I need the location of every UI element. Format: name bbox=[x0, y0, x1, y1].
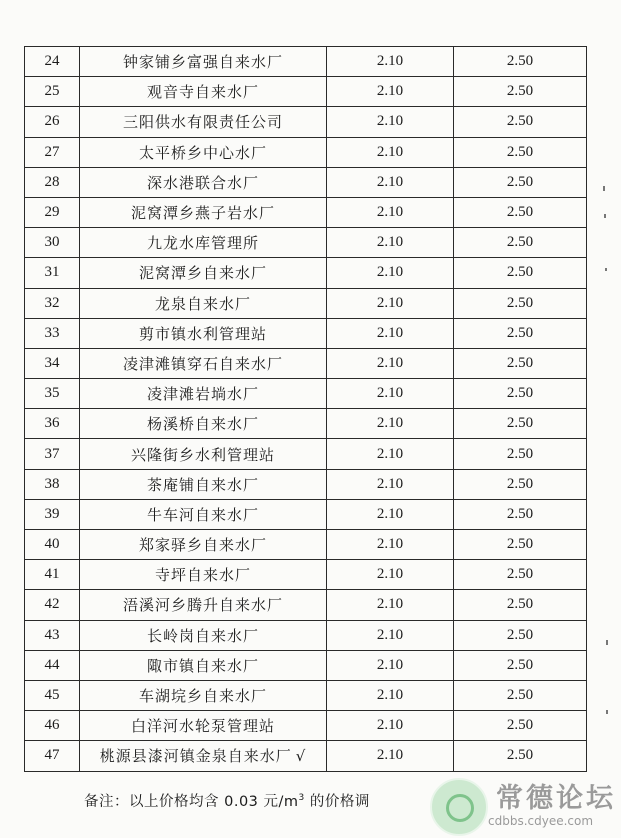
table-row bbox=[25, 469, 587, 499]
new-price-text: 2.50 bbox=[506, 173, 534, 190]
water-plant-name-text: 泥窝潭乡自来水厂 bbox=[138, 264, 267, 283]
row-number bbox=[25, 560, 80, 590]
water-plant-name bbox=[80, 469, 327, 499]
water-plant-name bbox=[80, 650, 327, 680]
water-plant-name-text: 茶庵铺自来水厂 bbox=[146, 475, 259, 494]
water-plant-name-text: 陬市镇自来水厂 bbox=[146, 656, 259, 675]
water-plant-name bbox=[80, 499, 327, 529]
row-number bbox=[25, 590, 80, 620]
old-price bbox=[327, 137, 454, 167]
water-plant-name bbox=[80, 47, 327, 77]
old-price bbox=[327, 288, 454, 318]
old-price bbox=[327, 590, 454, 620]
old-price-text: 2.10 bbox=[376, 53, 404, 70]
new-price bbox=[454, 499, 587, 529]
old-price-text: 2.10 bbox=[376, 445, 404, 462]
water-plant-name-text: 剪市镇水利管理站 bbox=[138, 324, 267, 343]
new-price bbox=[454, 711, 587, 741]
row-number bbox=[25, 47, 80, 77]
table-row bbox=[25, 530, 587, 560]
water-plant-name bbox=[80, 228, 327, 258]
new-price-text: 2.50 bbox=[506, 656, 534, 673]
table-row bbox=[25, 107, 587, 137]
old-price-text: 2.10 bbox=[376, 354, 404, 371]
new-price-text: 2.50 bbox=[506, 626, 534, 643]
table-row bbox=[25, 711, 587, 741]
new-price-text: 2.50 bbox=[506, 415, 534, 432]
water-plant-name bbox=[80, 711, 327, 741]
row-number-text: 25 bbox=[44, 83, 60, 100]
old-price-text: 2.10 bbox=[376, 475, 404, 492]
row-number-text: 47 bbox=[44, 747, 60, 764]
new-price-text: 2.50 bbox=[506, 475, 534, 492]
old-price bbox=[327, 197, 454, 227]
row-number-text: 32 bbox=[44, 294, 60, 311]
water-plant-name bbox=[80, 530, 327, 560]
footnote-text-before: 备注：以上价格均含 0.03 元/m bbox=[84, 794, 299, 810]
water-plant-name bbox=[80, 197, 327, 227]
water-plant-name-text: 浯溪河乡腾升自来水厂 bbox=[122, 596, 283, 615]
row-number-text: 24 bbox=[44, 53, 60, 70]
row-number-text: 39 bbox=[44, 505, 60, 522]
water-plant-name-text: 车湖垸乡自来水厂 bbox=[138, 687, 267, 706]
row-number-text: 46 bbox=[44, 717, 60, 734]
old-price-text: 2.10 bbox=[376, 234, 404, 251]
water-plant-name bbox=[80, 258, 327, 288]
old-price-text: 2.10 bbox=[376, 687, 404, 704]
water-plant-name-text: 泥窝潭乡燕子岩水厂 bbox=[130, 204, 275, 223]
row-number bbox=[25, 318, 80, 348]
row-number-text: 29 bbox=[44, 204, 60, 221]
table-row bbox=[25, 620, 587, 650]
water-plant-name-text: 寺坪自来水厂 bbox=[154, 566, 251, 585]
table-row bbox=[25, 499, 587, 529]
old-price bbox=[327, 711, 454, 741]
new-price bbox=[454, 258, 587, 288]
row-number bbox=[25, 167, 80, 197]
new-price-text: 2.50 bbox=[506, 505, 534, 522]
table-row bbox=[25, 741, 587, 771]
check-mark-icon: √ bbox=[295, 747, 307, 766]
old-price-text: 2.10 bbox=[376, 596, 404, 613]
water-plant-name bbox=[80, 409, 327, 439]
water-plant-name-text: 太平桥乡中心水厂 bbox=[138, 143, 267, 162]
old-price bbox=[327, 258, 454, 288]
old-price-text: 2.10 bbox=[376, 747, 404, 764]
new-price-text: 2.50 bbox=[506, 113, 534, 130]
new-price bbox=[454, 197, 587, 227]
row-number bbox=[25, 499, 80, 529]
row-number bbox=[25, 107, 80, 137]
table-row bbox=[25, 680, 587, 710]
table-row bbox=[25, 288, 587, 318]
old-price-text: 2.10 bbox=[376, 656, 404, 673]
row-number-text: 31 bbox=[44, 264, 60, 281]
scan-speck bbox=[606, 710, 608, 714]
water-plant-name-text: 观音寺自来水厂 bbox=[146, 83, 259, 102]
water-plant-name bbox=[80, 77, 327, 107]
new-price-text: 2.50 bbox=[506, 264, 534, 281]
new-price bbox=[454, 439, 587, 469]
old-price bbox=[327, 741, 454, 771]
scan-speck bbox=[605, 268, 607, 271]
row-number-text: 35 bbox=[44, 385, 60, 402]
new-price bbox=[454, 620, 587, 650]
old-price bbox=[327, 379, 454, 409]
old-price-text: 2.10 bbox=[376, 536, 404, 553]
new-price bbox=[454, 741, 587, 771]
old-price bbox=[327, 167, 454, 197]
row-number-text: 36 bbox=[44, 415, 60, 432]
old-price bbox=[327, 348, 454, 378]
row-number bbox=[25, 288, 80, 318]
new-price-text: 2.50 bbox=[506, 596, 534, 613]
row-number bbox=[25, 197, 80, 227]
row-number-text: 45 bbox=[44, 687, 60, 704]
old-price-text: 2.10 bbox=[376, 505, 404, 522]
new-price-text: 2.50 bbox=[506, 747, 534, 764]
water-plant-name-text: 白洋河水轮泵管理站 bbox=[130, 717, 275, 736]
water-plant-name-text: 凌津滩岩埫水厂 bbox=[146, 385, 259, 404]
old-price-text: 2.10 bbox=[376, 294, 404, 311]
row-number-text: 37 bbox=[44, 445, 60, 462]
table-row bbox=[25, 590, 587, 620]
row-number bbox=[25, 530, 80, 560]
row-number bbox=[25, 680, 80, 710]
table-row bbox=[25, 77, 587, 107]
row-number bbox=[25, 711, 80, 741]
old-price bbox=[327, 77, 454, 107]
old-price-text: 2.10 bbox=[376, 717, 404, 734]
new-price-text: 2.50 bbox=[506, 354, 534, 371]
footnote-text-after: 的价格调 bbox=[304, 794, 370, 810]
water-plant-name bbox=[80, 288, 327, 318]
table-row bbox=[25, 228, 587, 258]
row-number bbox=[25, 228, 80, 258]
water-plant-name-text: 兴隆街乡水利管理站 bbox=[130, 445, 275, 464]
old-price-text: 2.10 bbox=[376, 385, 404, 402]
table-row bbox=[25, 560, 587, 590]
water-plant-name-text: 牛车河自来水厂 bbox=[146, 505, 259, 524]
new-price bbox=[454, 77, 587, 107]
new-price-text: 2.50 bbox=[506, 143, 534, 160]
new-price-text: 2.50 bbox=[506, 83, 534, 100]
row-number bbox=[25, 650, 80, 680]
old-price-text: 2.10 bbox=[376, 264, 404, 281]
new-price bbox=[454, 560, 587, 590]
water-plant-name bbox=[80, 379, 327, 409]
water-plant-name-text: 郑家驿乡自来水厂 bbox=[138, 536, 267, 555]
row-number-text: 30 bbox=[44, 234, 60, 251]
new-price bbox=[454, 107, 587, 137]
old-price bbox=[327, 650, 454, 680]
table-row bbox=[25, 167, 587, 197]
row-number-text: 34 bbox=[44, 354, 60, 371]
row-number bbox=[25, 409, 80, 439]
table-row bbox=[25, 348, 587, 378]
old-price bbox=[327, 228, 454, 258]
new-price-text: 2.50 bbox=[506, 324, 534, 341]
table-row bbox=[25, 379, 587, 409]
old-price-text: 2.10 bbox=[376, 204, 404, 221]
watermark-title: 常德论坛 bbox=[496, 783, 616, 814]
new-price bbox=[454, 348, 587, 378]
row-number bbox=[25, 258, 80, 288]
old-price bbox=[327, 620, 454, 650]
new-price-text: 2.50 bbox=[506, 385, 534, 402]
water-plant-name-text: 桃源县漆河镇金泉自来水厂 bbox=[99, 747, 292, 766]
new-price-text: 2.50 bbox=[506, 717, 534, 734]
row-number-text: 41 bbox=[44, 566, 60, 583]
table-row bbox=[25, 409, 587, 439]
row-number bbox=[25, 77, 80, 107]
scan-speck bbox=[604, 214, 606, 218]
row-number-text: 33 bbox=[44, 324, 60, 341]
new-price bbox=[454, 379, 587, 409]
new-price bbox=[454, 590, 587, 620]
table-row bbox=[25, 258, 587, 288]
row-number-text: 28 bbox=[44, 173, 60, 190]
table-row bbox=[25, 137, 587, 167]
new-price bbox=[454, 530, 587, 560]
old-price bbox=[327, 318, 454, 348]
footnote bbox=[84, 790, 370, 811]
forum-logo-icon bbox=[430, 778, 488, 836]
table-row bbox=[25, 650, 587, 680]
old-price-text: 2.10 bbox=[376, 626, 404, 643]
table-body bbox=[25, 47, 587, 772]
water-price-table bbox=[24, 46, 587, 772]
row-number bbox=[25, 379, 80, 409]
water-plant-name bbox=[80, 318, 327, 348]
water-plant-name-text: 杨溪桥自来水厂 bbox=[146, 415, 259, 434]
water-plant-name bbox=[80, 680, 327, 710]
table-row bbox=[25, 197, 587, 227]
new-price bbox=[454, 228, 587, 258]
new-price bbox=[454, 47, 587, 77]
water-plant-name-text: 九龙水库管理所 bbox=[146, 234, 259, 253]
footnote-superscript: 3 bbox=[298, 793, 305, 804]
new-price-text: 2.50 bbox=[506, 204, 534, 221]
row-number-text: 38 bbox=[44, 475, 60, 492]
old-price bbox=[327, 469, 454, 499]
water-plant-name bbox=[80, 107, 327, 137]
old-price-text: 2.10 bbox=[376, 324, 404, 341]
new-price-text: 2.50 bbox=[506, 234, 534, 251]
new-price bbox=[454, 650, 587, 680]
scan-speck bbox=[606, 640, 608, 645]
old-price bbox=[327, 680, 454, 710]
water-plant-name-text: 长岭岗自来水厂 bbox=[146, 626, 259, 645]
new-price bbox=[454, 288, 587, 318]
row-number bbox=[25, 620, 80, 650]
forum-watermark bbox=[430, 770, 615, 832]
row-number bbox=[25, 741, 80, 771]
old-price bbox=[327, 409, 454, 439]
water-plant-name-text: 深水港联合水厂 bbox=[146, 173, 259, 192]
old-price-text: 2.10 bbox=[376, 566, 404, 583]
water-plant-name bbox=[80, 590, 327, 620]
new-price bbox=[454, 318, 587, 348]
old-price bbox=[327, 560, 454, 590]
scan-speck bbox=[603, 186, 605, 191]
row-number bbox=[25, 137, 80, 167]
water-plant-name bbox=[80, 741, 327, 771]
new-price bbox=[454, 680, 587, 710]
old-price bbox=[327, 107, 454, 137]
water-plant-name-text: 凌津滩镇穿石自来水厂 bbox=[122, 354, 283, 373]
old-price bbox=[327, 530, 454, 560]
water-plant-name bbox=[80, 348, 327, 378]
water-plant-name bbox=[80, 560, 327, 590]
old-price bbox=[327, 47, 454, 77]
old-price bbox=[327, 499, 454, 529]
old-price-text: 2.10 bbox=[376, 113, 404, 130]
new-price bbox=[454, 137, 587, 167]
water-plant-name bbox=[80, 137, 327, 167]
table-row bbox=[25, 318, 587, 348]
new-price-text: 2.50 bbox=[506, 445, 534, 462]
table-row bbox=[25, 439, 587, 469]
row-number bbox=[25, 348, 80, 378]
row-number-text: 44 bbox=[44, 656, 60, 673]
water-plant-name bbox=[80, 167, 327, 197]
new-price bbox=[454, 167, 587, 197]
new-price bbox=[454, 409, 587, 439]
new-price-text: 2.50 bbox=[506, 53, 534, 70]
table-row bbox=[25, 47, 587, 77]
new-price-text: 2.50 bbox=[506, 536, 534, 553]
row-number bbox=[25, 439, 80, 469]
old-price bbox=[327, 439, 454, 469]
water-plant-name-text: 龙泉自来水厂 bbox=[154, 294, 251, 313]
old-price-text: 2.10 bbox=[376, 143, 404, 160]
water-plant-name-text: 钟家铺乡富强自来水厂 bbox=[122, 53, 283, 72]
row-number-text: 42 bbox=[44, 596, 60, 613]
row-number bbox=[25, 469, 80, 499]
row-number-text: 27 bbox=[44, 143, 60, 160]
new-price-text: 2.50 bbox=[506, 294, 534, 311]
old-price-text: 2.10 bbox=[376, 173, 404, 190]
watermark-url: cdbbs.cdyee.com bbox=[488, 814, 594, 828]
new-price-text: 2.50 bbox=[506, 566, 534, 583]
water-plant-name bbox=[80, 620, 327, 650]
new-price bbox=[454, 469, 587, 499]
row-number-text: 40 bbox=[44, 536, 60, 553]
old-price-text: 2.10 bbox=[376, 415, 404, 432]
water-plant-name-text: 三阳供水有限责任公司 bbox=[122, 113, 283, 132]
new-price-text: 2.50 bbox=[506, 687, 534, 704]
water-plant-name bbox=[80, 439, 327, 469]
old-price-text: 2.10 bbox=[376, 83, 404, 100]
row-number-text: 26 bbox=[44, 113, 60, 130]
row-number-text: 43 bbox=[44, 626, 60, 643]
